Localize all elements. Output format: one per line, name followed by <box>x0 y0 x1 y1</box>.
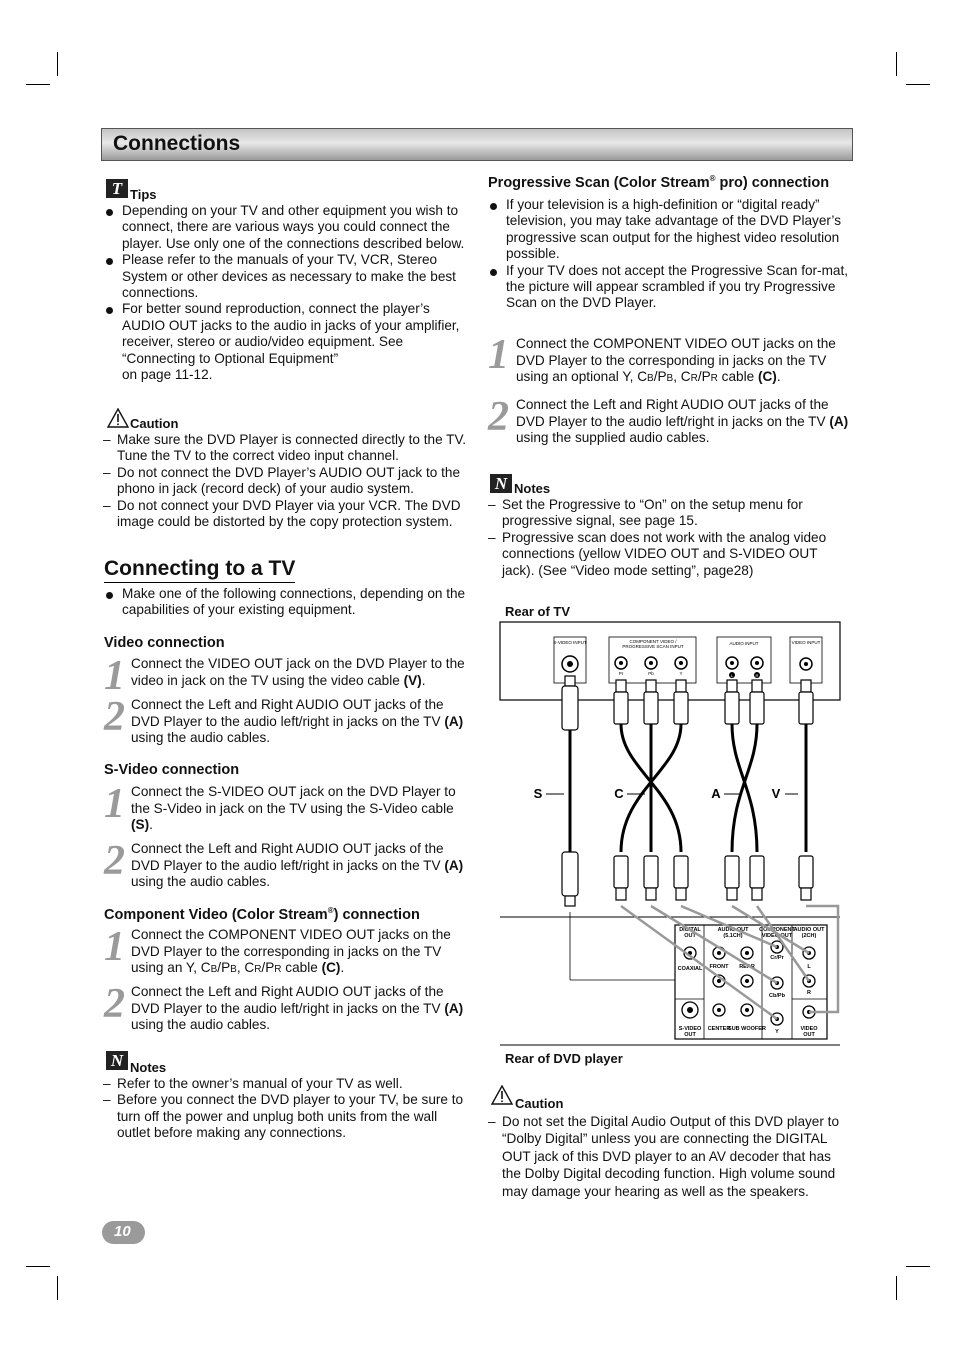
notes-icon: N <box>490 474 512 493</box>
notes-list <box>103 1076 468 1142</box>
list-item: For better sound reproduction, connect the player’s AUDIO OUT jacks to the audio in jacks of your amplifier, receiver, stereo or audio/video equipment. See “Connecting to Optional Equipment” on page 11-12. <box>104 301 468 383</box>
progressive-list <box>488 197 850 312</box>
svg-text:AUDIO OUT: AUDIO OUT <box>717 927 749 933</box>
notes-heading: Notes <box>130 1060 167 1075</box>
svg-text:OUT: OUT <box>684 933 696 939</box>
svg-text:OUT: OUT <box>803 1032 815 1038</box>
video-step-2: Connect the Left and Right AUDIO OUT jacks of the DVD Player to the audio left/right in jacks on the TV (A) using the audio cables. <box>131 697 464 746</box>
crop-mark <box>896 1276 897 1300</box>
list-item: – Progressive scan does not work with the analog video connections (yellow VIDEO OUT and S-VIDEO OUT jack). (See “Video mode setting”, page28) <box>488 530 852 579</box>
list-item: Make one of the following connections, depending on the capabilities of your existing equipment. <box>104 586 468 619</box>
crop-mark <box>26 84 50 85</box>
svg-text:COAXIAL: COAXIAL <box>677 966 703 972</box>
notes-icon: N <box>106 1051 128 1070</box>
notes-heading: Notes <box>514 481 551 496</box>
svg-text:S-VIDEO: S-VIDEO <box>678 1026 702 1032</box>
list-item: If your television is a high-definition or “digital ready” television, you may take advantage of the DVD Player’s progressive scan output for the highest video resolution possible. <box>488 197 850 263</box>
list-item: – Set the Progressive to “On” on the setup menu for progressive signal, see page 15. <box>488 497 852 530</box>
rear-tv-label: Rear of TV <box>505 604 571 619</box>
svg-text:Pr: Pr <box>618 671 624 676</box>
intro-list <box>104 586 468 619</box>
crop-mark <box>906 84 930 85</box>
video-heading: Video connection <box>104 635 225 651</box>
svideo-step-2: Connect the Left and Right AUDIO OUT jacks of the DVD Player to the audio left/right in jacks on the TV (A) using the audio cables. <box>131 841 464 890</box>
crop-mark <box>906 1266 930 1267</box>
svg-text:S-VIDEO INPUT: S-VIDEO INPUT <box>553 640 587 645</box>
tips-list <box>104 203 468 383</box>
svg-text:Cr/Pr: Cr/Pr <box>770 955 784 961</box>
svg-text:CENTER: CENTER <box>707 1026 731 1032</box>
svg-text:A: A <box>711 786 721 801</box>
crop-mark <box>57 1276 58 1300</box>
svg-text:COMPONENT VIDEO /: COMPONENT VIDEO / <box>629 639 677 644</box>
svg-text:Y: Y <box>775 1029 779 1035</box>
caution-icon <box>491 1085 513 1105</box>
crop-mark <box>57 52 58 76</box>
svg-text:SUB WOOFER: SUB WOOFER <box>728 1026 766 1032</box>
svg-text:L: L <box>730 673 734 678</box>
svg-text:Pb: Pb <box>648 671 654 676</box>
svg-text:REAR: REAR <box>739 964 755 970</box>
progressive-step-1: Connect the COMPONENT VIDEO OUT jacks on the DVD Player to the corresponding in jacks on the TV using an optional Y, CB/PB, CR/PR cable (C). <box>516 336 836 385</box>
component-step-2: Connect the Left and Right AUDIO OUT jacks of the DVD Player to the audio left/right in jacks on the TV (A) using the audio cables. <box>131 984 464 1033</box>
list-item: If your TV does not accept the Progressive Scan for-mat, the picture will appear scrambled if you try Progressive Scan on the DVD Player. <box>488 263 850 312</box>
page-number: 10 <box>114 1223 131 1240</box>
svg-text:Cb/Pb: Cb/Pb <box>769 993 785 999</box>
svg-text:L: L <box>807 964 811 970</box>
svg-text:VIDEO: VIDEO <box>800 1026 818 1032</box>
notes-list <box>488 497 852 579</box>
svg-text:Y: Y <box>679 671 683 676</box>
svg-text:(5.1CH): (5.1CH) <box>723 933 743 939</box>
step-number-1: 1 <box>488 332 509 378</box>
list-item: – Refer to the owner’s manual of your TV as well. <box>103 1076 468 1092</box>
svg-text:DIGITAL: DIGITAL <box>679 927 701 933</box>
svg-text:FRONT: FRONT <box>709 964 729 970</box>
section-title: Connecting to a TV <box>104 557 295 583</box>
svg-text:C: C <box>614 786 624 801</box>
svg-text:S: S <box>533 786 543 801</box>
page-number-badge <box>102 1221 145 1244</box>
svg-text:R: R <box>807 990 811 996</box>
svg-text:VIDEO INPUT: VIDEO INPUT <box>791 640 821 645</box>
caution-heading: Caution <box>130 416 179 431</box>
caution-list <box>103 432 468 530</box>
svideo-step-1: Connect the S-VIDEO OUT jack on the DVD Player to the S-Video in jack on the TV using the S-Video cable (S). <box>131 784 456 833</box>
list-item: – Do not connect your DVD Player via your VCR. The DVD image could be distorted by the copy protection system. <box>103 498 468 531</box>
step-number-1: 1 <box>104 924 125 970</box>
svg-text:(2CH): (2CH) <box>801 933 817 939</box>
svg-text:AUDIO INPUT: AUDIO INPUT <box>729 641 759 646</box>
list-item: Please refer to the manuals of your TV, VCR, Stereo System or other devices as necessary to make the best connections. <box>104 252 468 301</box>
list-item: – Do not set the Digital Audio Output of this DVD player to “Dolby Digital” unless you are connecting the DIGITAL OUT jack of this DVD player to an AV decoder that has the Dolby Digital decoding function. High volume sound may damage your hearing as well as the speakers. <box>488 1113 850 1200</box>
crop-mark <box>896 52 897 76</box>
video-step-1: Connect the VIDEO OUT jack on the DVD Player to the video in jack on the TV using the video cable (V). <box>131 656 465 688</box>
page-title-bar <box>101 128 853 161</box>
svg-text:PROGRESSIVE SCAN INPUT: PROGRESSIVE SCAN INPUT <box>622 644 684 649</box>
progressive-step-2: Connect the Left and Right AUDIO OUT jacks of the DVD Player to the audio left/right in jacks on the TV (A) using the supplied audio cables. <box>516 397 849 446</box>
svg-text:R: R <box>755 673 759 678</box>
svg-text:AUDIO OUT: AUDIO OUT <box>793 927 825 933</box>
svg-text:COMPONENT: COMPONENT <box>759 927 795 933</box>
component-heading: Component Video (Color Stream®) connection <box>104 906 420 923</box>
list-item: – Do not connect the DVD Player’s AUDIO OUT jack to the phono in jack (record deck) of your audio system. <box>103 465 468 498</box>
svg-text:V: V <box>771 786 781 801</box>
svg-text:VIDEO OUT: VIDEO OUT <box>761 933 793 939</box>
caution-list <box>488 1113 850 1200</box>
crop-mark <box>26 1266 50 1267</box>
caution-icon <box>107 408 129 428</box>
component-step-1: Connect the COMPONENT VIDEO OUT jacks on the DVD Player to the corresponding in jacks on the TV using an Y, CB/PB, CR/PR cable (C). <box>131 927 451 976</box>
step-number-1: 1 <box>104 781 125 827</box>
step-number-2: 2 <box>104 981 125 1027</box>
rear-dvd-label: Rear of DVD player <box>505 1051 623 1066</box>
step-number-2: 2 <box>104 694 125 740</box>
tips-icon: T <box>106 179 128 198</box>
list-item: Depending on your TV and other equipment you wish to connect, there are various ways you could connect the player. Use only one of the connections described below. <box>104 203 468 252</box>
step-number-2: 2 <box>488 394 509 440</box>
page-title: Connections <box>113 132 241 155</box>
connection-diagram <box>498 620 844 1048</box>
list-item: – Make sure the DVD Player is connected directly to the TV. Tune the TV to the correct video input channel. <box>103 432 468 465</box>
step-number-2: 2 <box>104 838 125 884</box>
list-item: – Before you connect the DVD player to your TV, be sure to turn off the power and unplug both units from the wall outlet before making any connections. <box>103 1092 468 1141</box>
step-number-1: 1 <box>104 653 125 699</box>
tips-heading: Tips <box>130 187 157 202</box>
svg-text:OUT: OUT <box>684 1032 696 1038</box>
caution-heading: Caution <box>515 1096 564 1111</box>
svideo-heading: S-Video connection <box>104 762 240 778</box>
progressive-heading: Progressive Scan (Color Stream® pro) connection <box>488 174 830 191</box>
